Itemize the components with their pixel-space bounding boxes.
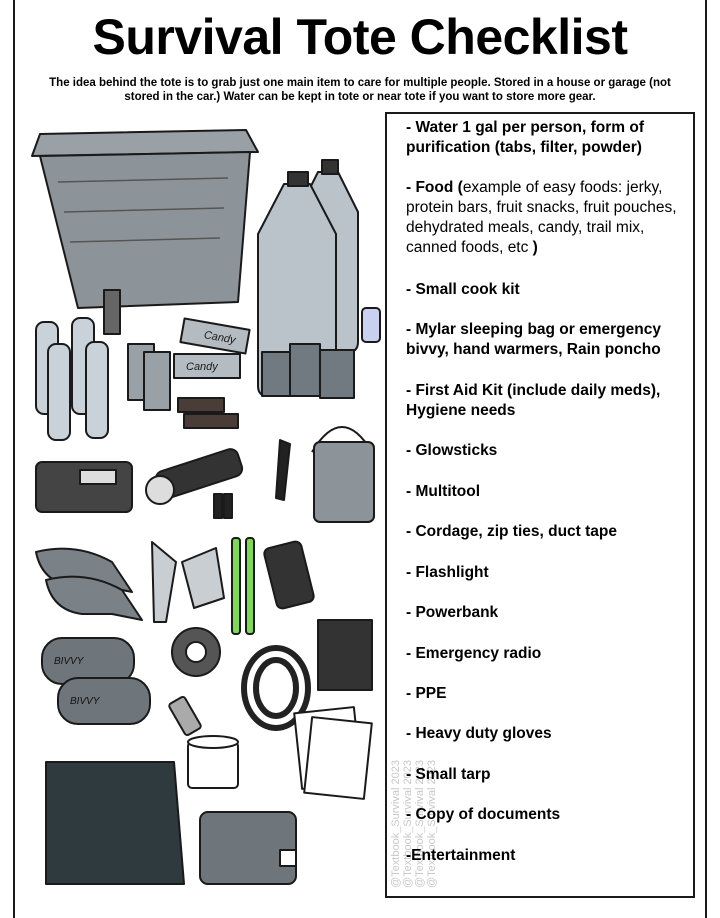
checklist-item-radio: - Emergency radio — [406, 645, 542, 662]
tarp-icon — [46, 762, 184, 884]
svg-text:BIVVY: BIVVY — [70, 696, 100, 707]
checklist-item-cook-kit: - Small cook kit — [406, 281, 520, 298]
canned-food-icon — [262, 344, 354, 398]
checklist-item-documents: - Copy of documents — [406, 806, 561, 823]
batteries-icon — [214, 494, 222, 518]
svg-text:BIVVY: BIVVY — [54, 656, 84, 667]
lighter-icon — [104, 290, 120, 334]
glowstick-icon — [232, 538, 240, 634]
food-packets-icon — [128, 318, 250, 428]
watermark-text: @Textbook_Survival 2023 — [390, 760, 402, 888]
checklist-item-flashlight: - Flashlight — [406, 564, 489, 581]
frame-right-border — [705, 0, 707, 918]
checklist-item-cordage: - Cordage, zip ties, duct tape — [406, 523, 617, 540]
checklist-item-sleeping-bag: - Mylar sleeping bag or emergency bivvy, hand warmers, Rain poncho — [406, 321, 661, 358]
checklist-item-food: - Food (example of easy foods: jerky, protein bars, fruit snacks, fruit pouches, dehydrated meals, candy, trail mix, canned foods, etc ) — [406, 179, 677, 256]
intro-text: The idea behind the tote is to grab just one main item to care for multiple people. Stored in a house or garage (not stored in the car.) Water can be kept in tote or near tote if you want to store more gear. — [49, 77, 671, 103]
checklist-item-water: - Water 1 gal per person, form of purification (tabs, filter, powder) — [406, 119, 644, 156]
food-examples: example of easy foods: jerky, protein bars, fruit snacks, fruit pouches, dehydrated meals, candy, trail mix, canned foods, etc — [406, 179, 677, 256]
checklist-item-multitool: - Multitool — [406, 483, 481, 500]
svg-text:Candy: Candy — [202, 329, 237, 347]
watermark-text: @Textbook_Survival 2023 — [414, 760, 426, 888]
spork-icon — [276, 440, 290, 500]
usb-drive-icon — [168, 696, 202, 736]
water-bottles-icon — [36, 318, 108, 440]
svg-text:Candy: Candy — [186, 361, 218, 373]
toilet-paper-icon — [188, 736, 238, 788]
tote-icon — [32, 130, 258, 308]
multitool-icon — [152, 542, 224, 622]
radio-icon — [36, 462, 132, 512]
checklist-item-tarp: - Small tarp — [406, 766, 491, 783]
page-title: Survival Tote Checklist — [92, 9, 628, 65]
bivvy-bags-icon — [42, 638, 150, 724]
cook-pot-icon — [312, 427, 374, 522]
duct-tape-icon — [172, 628, 220, 676]
checklist-item-entertainment: -Entertainment — [406, 847, 516, 864]
checklist-item-powerbank: - Powerbank — [406, 604, 499, 621]
gear-illustration — [18, 112, 384, 902]
checklist-item-glowsticks: - Glowsticks — [406, 442, 498, 459]
documents-icon — [294, 707, 372, 799]
powerbank-icon — [263, 540, 315, 609]
frame-left-border — [13, 0, 15, 918]
book-icon — [318, 620, 372, 690]
gloves-icon — [36, 549, 142, 620]
checklist-item-first-aid: - First Aid Kit (include daily meds), Hygiene needs — [406, 382, 661, 419]
first-aid-kit-icon — [200, 812, 296, 884]
watermark-text: @Textbook_Survival 2023 — [402, 760, 414, 888]
checklist-item-gloves: - Heavy duty gloves — [406, 725, 552, 742]
watermark-text: @Textbook_Survival 2023 — [426, 760, 438, 888]
checklist-item-ppe: - PPE — [406, 685, 447, 702]
purification-bottle-icon — [362, 308, 380, 342]
